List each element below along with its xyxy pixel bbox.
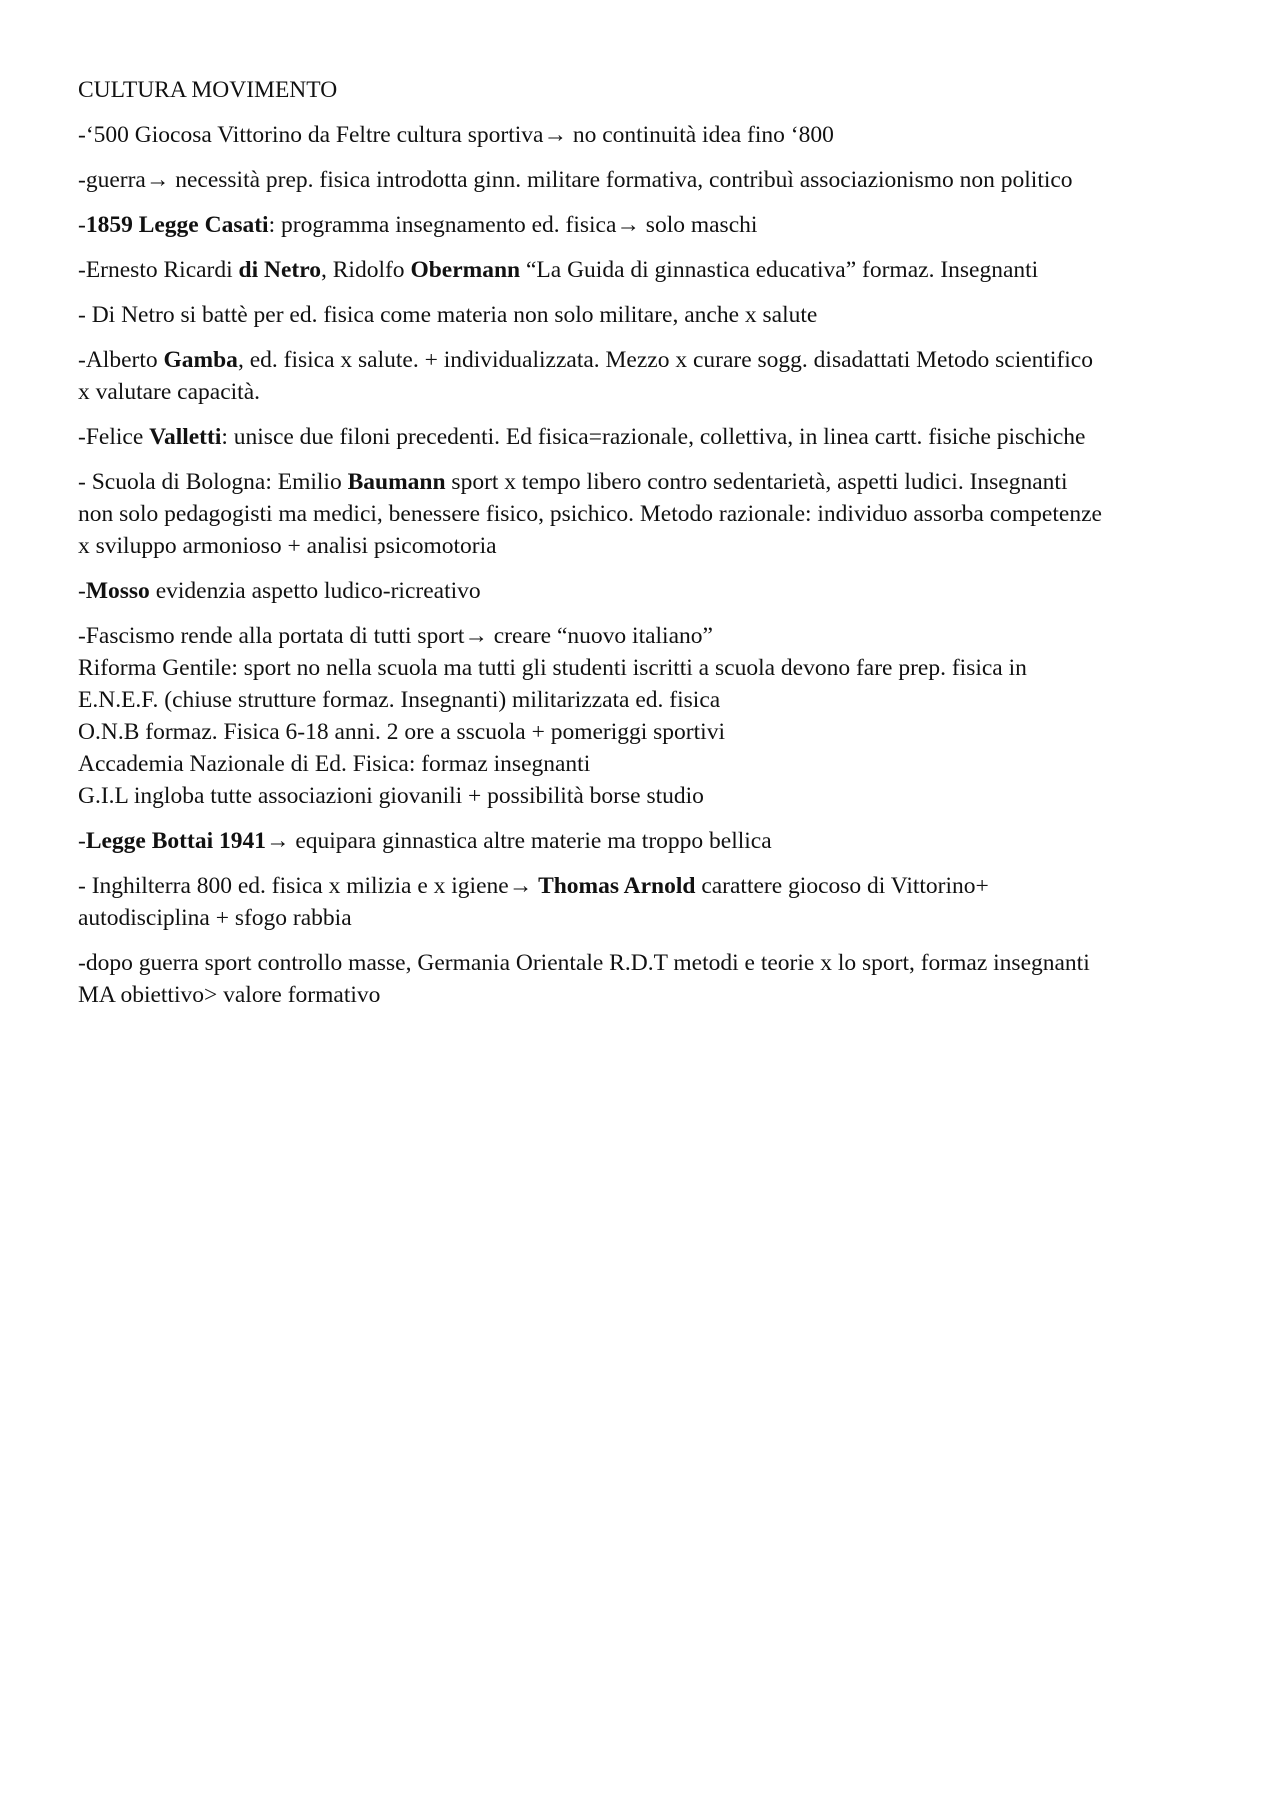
text-line — [78, 299, 1218, 331]
text-run: sport x tempo libero contro sedentarietà, aspetti ludici. Insegnanti — [445, 469, 1068, 495]
text-line — [78, 716, 1218, 748]
paragraph — [78, 119, 1218, 151]
text-line — [78, 748, 1218, 780]
text-line — [78, 530, 1218, 562]
text-run: equipara ginnastica altre materie ma troppo bellica — [289, 828, 772, 854]
text-line — [78, 376, 1218, 408]
paragraph — [78, 620, 1218, 812]
text-run: creare “nuovo italiano” — [487, 623, 713, 649]
text-line — [78, 780, 1218, 812]
text-line — [78, 344, 1218, 376]
text-run: carattere giocoso di Vittorino+ — [695, 873, 989, 899]
bold-text-run: Gamba — [163, 347, 238, 373]
text-run: - Scuola di Bologna: Emilio — [78, 469, 348, 495]
text-run: : programma insegnamento ed. fisica — [268, 212, 617, 238]
text-run: x valutare capacità. — [78, 379, 261, 405]
text-run: -Ernesto Ricardi — [78, 257, 239, 283]
text-run: Accademia Nazionale di Ed. Fisica: formaz insegnanti — [78, 751, 591, 777]
text-run: - — [78, 828, 86, 854]
text-run: no continuità idea fino ‘800 — [566, 122, 834, 148]
paragraph — [78, 209, 1218, 241]
text-line — [78, 979, 1218, 1011]
text-run: - Inghilterra 800 ed. fisica x milizia e x igiene — [78, 873, 509, 899]
bold-text-run: Obermann — [410, 257, 521, 283]
paragraph — [78, 164, 1218, 196]
text-run: non solo pedagogisti ma medici, benessere fisico, psichico. Metodo razionale: individuo assorba competenze — [78, 501, 1102, 527]
text-line — [78, 902, 1218, 934]
paragraph — [78, 825, 1218, 857]
bold-text-run: Mosso — [85, 578, 150, 604]
text-line — [78, 119, 1218, 151]
text-run: O.N.B formaz. Fisica 6-18 anni. 2 ore a sscuola + pomeriggi sportivi — [78, 719, 725, 745]
bold-text-run: Valletti — [149, 424, 222, 450]
paragraph — [78, 254, 1218, 286]
text-run: “La Guida di ginnastica educativa” formaz. Insegnanti — [520, 257, 1039, 283]
text-line — [78, 164, 1218, 196]
text-line — [78, 870, 1218, 902]
text-run: : unisce due filoni precedenti. Ed fisica=razionale, collettiva, in linea cartt. fisiche pischiche — [221, 424, 1086, 450]
text-run: -Alberto — [78, 347, 164, 373]
text-run: -Felice — [78, 424, 150, 450]
paragraph — [78, 421, 1218, 453]
text-run: necessità prep. fisica introdotta ginn. militare formativa, contribuì associazionismo non politico — [169, 167, 1073, 193]
text-run: -dopo guerra sport controllo masse, Germania Orientale R.D.T metodi e teorie x lo sport, formaz insegnanti — [78, 950, 1090, 976]
paragraph — [78, 466, 1218, 562]
paragraph — [78, 947, 1218, 1011]
paragraph — [78, 575, 1218, 607]
text-line — [78, 684, 1218, 716]
text-line — [78, 652, 1218, 684]
bold-text-run: → — [265, 828, 290, 854]
text-line — [78, 209, 1218, 241]
bold-text-run: → — [543, 122, 567, 148]
text-run: G.I.L ingloba tutte associazioni giovanili + possibilità borse studio — [78, 783, 704, 809]
text-line — [78, 466, 1218, 498]
text-run: - — [78, 578, 86, 604]
bold-text-run: 1859 Legge Casati — [85, 212, 269, 238]
text-line — [78, 947, 1218, 979]
text-run: - — [78, 212, 86, 238]
paragraph — [78, 299, 1218, 331]
bold-text-run: Baumann — [347, 469, 446, 495]
paragraph — [78, 870, 1218, 934]
text-run: -guerra — [78, 167, 146, 193]
text-run: -Fascismo rende alla portata di tutti sport — [78, 623, 465, 649]
document-page — [78, 74, 1218, 1024]
bold-text-run: Thomas Arnold — [538, 873, 696, 899]
text-run: E.N.E.F. (chiuse strutture formaz. Insegnanti) militarizzata ed. fisica — [78, 687, 721, 713]
text-line — [78, 421, 1218, 453]
text-line — [78, 575, 1218, 607]
text-line — [78, 498, 1218, 530]
bold-text-run: → — [464, 623, 488, 649]
text-run: evidenzia aspetto ludico-ricreativo — [149, 578, 481, 604]
paragraph — [78, 344, 1218, 408]
text-run: MA obiettivo> valore formativo — [78, 982, 381, 1008]
text-run: - Di Netro si battè per ed. fisica come materia non solo militare, anche x salute — [78, 302, 818, 328]
document-body — [78, 119, 1218, 1011]
text-run: autodisciplina + sfogo rabbia — [78, 905, 352, 931]
bold-text-run: di Netro — [238, 257, 321, 283]
text-run: Riforma Gentile: sport no nella scuola ma tutti gli studenti iscritti a scuola devono fare prep. fisica in — [78, 655, 1027, 681]
text-run: , Ridolfo — [321, 257, 411, 283]
text-run: x sviluppo armonioso + analisi psicomotoria — [78, 533, 497, 559]
text-run: -‘500 Giocosa Vittorino da Feltre cultura sportiva — [78, 122, 544, 148]
text-run: , ed. fisica x salute. + individualizzata. Mezzo x curare sogg. disadattati Metodo scientifico — [237, 347, 1093, 373]
bold-text-run: → — [616, 212, 640, 238]
text-run: solo maschi — [639, 212, 758, 238]
text-line — [78, 620, 1218, 652]
bold-text-run: → — [145, 167, 170, 193]
bold-text-run: Legge Bottai 1941 — [85, 828, 266, 854]
bold-text-run: → — [508, 873, 533, 899]
text-line — [78, 254, 1218, 286]
document-title: CULTURA MOVIMENTO — [78, 77, 338, 103]
text-line — [78, 825, 1218, 857]
